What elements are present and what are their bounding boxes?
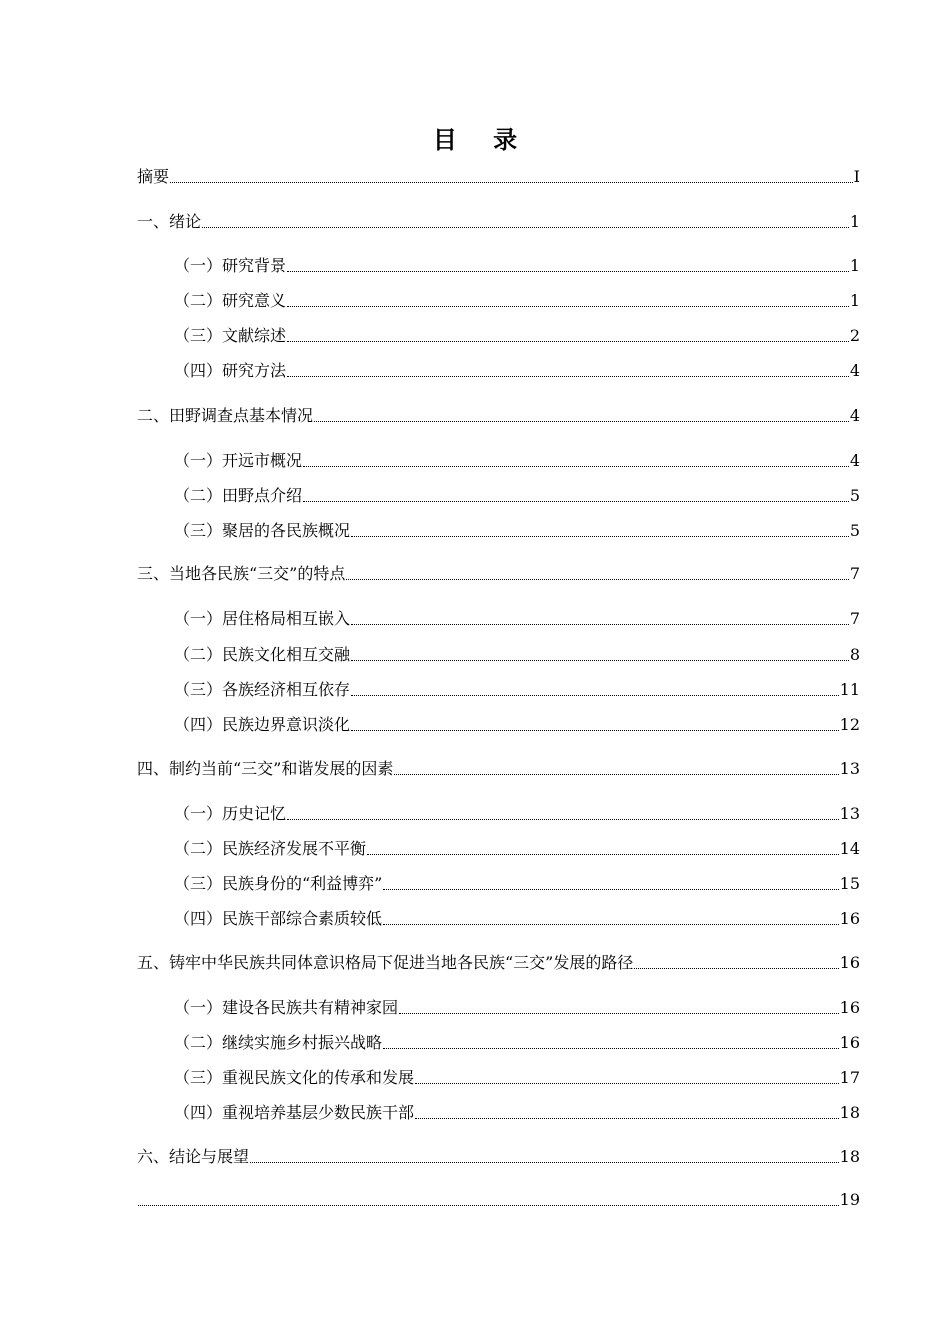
dot-leader	[287, 819, 839, 820]
toc-entry[interactable]	[174, 643, 860, 667]
dot-leader	[394, 774, 838, 775]
toc-entry-label: 三、当地各民族“三交”的特点	[137, 564, 346, 583]
toc-entry[interactable]	[174, 837, 860, 861]
toc-entry[interactable]	[174, 359, 860, 383]
toc-entry-page: 12	[839, 715, 860, 734]
toc-entry[interactable]	[174, 324, 860, 348]
toc-entry-label: （二）田野点介绍	[174, 486, 303, 505]
toc-entry-page: 4	[849, 451, 860, 470]
toc-entry-page: 7	[849, 609, 860, 628]
toc-entry-page: 4	[849, 406, 860, 425]
toc-entry-label: 四、制约当前“三交”和谐发展的因素	[137, 759, 394, 778]
dot-leader	[351, 536, 849, 537]
toc-entry-page: 4	[849, 361, 860, 380]
toc-entry[interactable]	[174, 1101, 860, 1125]
toc-entry-page: I	[853, 167, 860, 186]
dot-leader	[303, 501, 849, 502]
dot-leader	[351, 695, 839, 696]
dot-leader	[303, 466, 849, 467]
dot-leader	[383, 889, 838, 890]
toc-entry-label: （四）民族边界意识淡化	[174, 715, 351, 734]
toc-entry-page: 1	[849, 212, 860, 231]
toc-entry-label: （一）居住格局相互嵌入	[174, 609, 351, 628]
toc-entry[interactable]	[174, 872, 860, 896]
dot-leader	[287, 341, 849, 342]
dot-leader	[170, 182, 853, 183]
toc-entry[interactable]	[174, 678, 860, 702]
dot-leader	[287, 271, 849, 272]
toc-entry-page: 16	[839, 909, 860, 928]
toc-entry-label: （一）开远市概况	[174, 451, 303, 470]
toc-entry-label: （一）历史记忆	[174, 804, 287, 823]
toc-entry-label: （三）文献综述	[174, 326, 287, 345]
toc-entry-label: （三）各族经济相互依存	[174, 680, 351, 699]
dot-leader	[250, 1162, 839, 1163]
toc-entry[interactable]	[174, 289, 860, 313]
toc-entry-page: 18	[839, 1103, 860, 1122]
toc-title: 目 录	[432, 126, 532, 154]
toc-entry-label: （二）民族经济发展不平衡	[174, 839, 367, 858]
toc-entry[interactable]	[137, 562, 860, 586]
toc-entry-label: （三）重视民族文化的传承和发展	[174, 1068, 415, 1087]
dot-leader	[202, 227, 849, 228]
toc-entry-page: 13	[839, 804, 860, 823]
toc-entry-label: （一）研究背景	[174, 256, 287, 275]
toc-entry[interactable]	[137, 1188, 860, 1212]
toc-entry[interactable]	[174, 1066, 860, 1090]
toc-entry-label: （二）研究意义	[174, 291, 287, 310]
toc-entry[interactable]	[174, 484, 860, 508]
toc-entry-label: （三）民族身份的“利益博弈”	[174, 874, 383, 893]
toc-entry[interactable]	[137, 165, 860, 189]
toc-entry-page: 16	[839, 953, 860, 972]
toc-entry-label: 二、田野调查点基本情况	[137, 406, 314, 425]
dot-leader	[287, 376, 849, 377]
dot-leader	[314, 421, 849, 422]
toc-entry-page: 7	[849, 564, 860, 583]
dot-leader	[367, 854, 839, 855]
toc-entry-page: 1	[849, 256, 860, 275]
toc-entry-page: 15	[839, 874, 860, 893]
toc-entry[interactable]	[137, 210, 860, 234]
toc-entry[interactable]	[174, 607, 860, 631]
toc-entry-label: 五、铸牢中华民族共同体意识格局下促进当地各民族“三交”发展的路径	[137, 953, 634, 972]
toc-entry-page: 16	[839, 1033, 860, 1052]
dot-leader	[351, 730, 839, 731]
toc-entry-label: （二）民族文化相互交融	[174, 645, 351, 664]
dot-leader	[351, 624, 849, 625]
toc-entry[interactable]	[174, 254, 860, 278]
toc-entry-label: （四）研究方法	[174, 361, 287, 380]
dot-leader	[634, 968, 838, 969]
toc-entry[interactable]	[137, 1145, 860, 1169]
toc-entry-page: 19	[839, 1190, 860, 1209]
toc-entry[interactable]	[137, 951, 860, 975]
toc-entry[interactable]	[174, 519, 860, 543]
toc-entry-page: 14	[839, 839, 860, 858]
toc-entry-label: （四）民族干部综合素质较低	[174, 909, 383, 928]
toc-entry[interactable]	[174, 996, 860, 1020]
toc-entry-page: 11	[839, 680, 860, 699]
dot-leader	[287, 306, 849, 307]
dot-leader	[383, 1048, 839, 1049]
toc-entry-label: 六、结论与展望	[137, 1147, 250, 1166]
dot-leader	[138, 1205, 839, 1206]
toc-entry-label: （四）重视培养基层少数民族干部	[174, 1103, 415, 1122]
toc-entry-page: 13	[839, 759, 860, 778]
toc-entry-page: 2	[849, 326, 860, 345]
dot-leader	[415, 1118, 839, 1119]
toc-entry-label: （二）继续实施乡村振兴战略	[174, 1033, 383, 1052]
toc-entry[interactable]	[174, 802, 860, 826]
dot-leader	[383, 924, 839, 925]
dot-leader	[399, 1013, 839, 1014]
toc-entry-label: 一、绪论	[137, 212, 202, 231]
toc-entry-label: （三）聚居的各民族概况	[174, 521, 351, 540]
toc-entry-page: 5	[849, 486, 860, 505]
toc-entry-page: 8	[849, 645, 860, 664]
toc-entry-page: 1	[849, 291, 860, 310]
toc-entry[interactable]	[174, 449, 860, 473]
dot-leader	[346, 579, 848, 580]
toc-entry-page: 17	[839, 1068, 860, 1087]
dot-leader	[415, 1083, 839, 1084]
dot-leader	[351, 660, 849, 661]
toc-entry-page: 18	[839, 1147, 860, 1166]
toc-entry-page: 5	[849, 521, 860, 540]
toc-entry[interactable]	[174, 1031, 860, 1055]
toc-entry[interactable]	[137, 404, 860, 428]
toc-entry-page: 16	[839, 998, 860, 1017]
toc-entry-label: 摘要	[137, 167, 170, 186]
toc-entry[interactable]	[137, 757, 860, 781]
toc-entry-label: （一）建设各民族共有精神家园	[174, 998, 399, 1017]
toc-entry[interactable]	[174, 713, 860, 737]
toc-entry[interactable]	[174, 907, 860, 931]
